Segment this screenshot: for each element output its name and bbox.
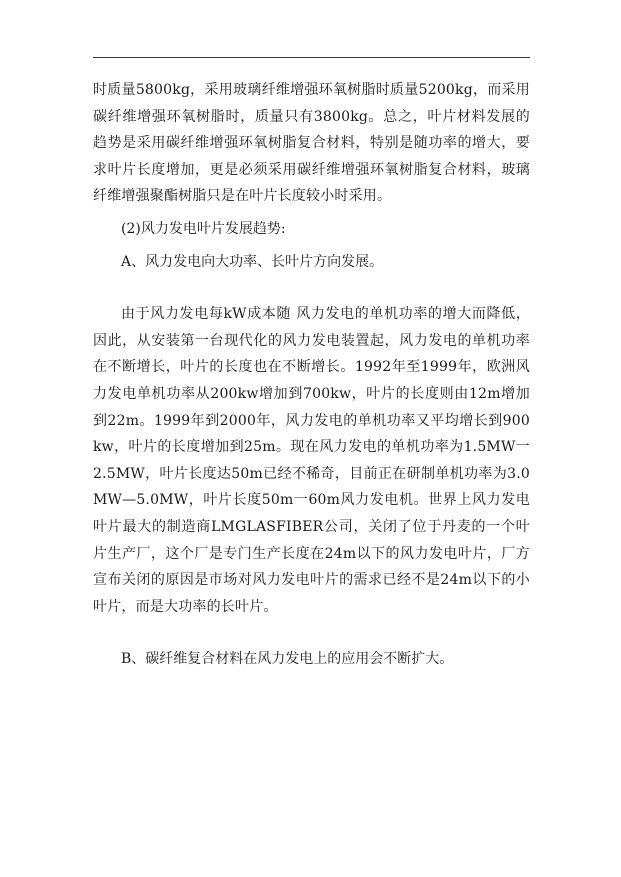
paragraph-power-growth: 由于风力发电每kW成本随 风力发电的单机功率的增大而降低，因此，从安装第一台现代化的风力发电装置起，风力发电的单机功率在不断增长，叶片的长度也在不断增长。1992年至1999年，欧洲风力发电单机功率从200kw增加到700kw，叶片的长度则由12m增加到22m。1999年到2000年，风力发电的单机功率又平均增长到900kw，叶片的长度增加到25m。现在风力发电的单机功率为1.5MW一2.5MW，叶片长度达50m已经不稀奇，目前正在研制单机功率为3.0MW—5.0MW，叶片长度50m一60m风力发电机。世界上风力发电叶片最大的制造商LMGLASFIBER公司，关闭了位于丹麦的一个叶片生产厂，这个厂是专门生产长度在24m以下的风力发电叶片，厂方宣布关闭的原因是市场对风力发电叶片的需求已经不是24m以下的小叶片，而是大功率的长叶片。 [93, 306, 530, 615]
section-heading: (2)风力发电叶片发展趋势: [121, 220, 286, 237]
paragraph-material-trend: 时质量5800kg，采用玻璃纤维增强环氧树脂时质量5200kg，而采用碳纤维增强环氧树脂时，质量只有3800kg。总之，叶片材料发展的趋势是采用碳纤维增强环氧树脂复合材料，特别是随功率的增大，要求叶片长度增加，更是必须采用碳纤维增强环氧树脂复合材料，玻璃纤维增强聚酯树脂只是在叶片长度较小时采用。 [93, 82, 530, 205]
list-item-a: A、风力发电向大功率、长叶片方向发展。 [121, 253, 384, 270]
list-item-b: B、碳纤维复合材料在风力发电上的应用会不断扩大。 [121, 651, 454, 668]
document-body [93, 77, 530, 673]
header-divider [93, 57, 530, 58]
